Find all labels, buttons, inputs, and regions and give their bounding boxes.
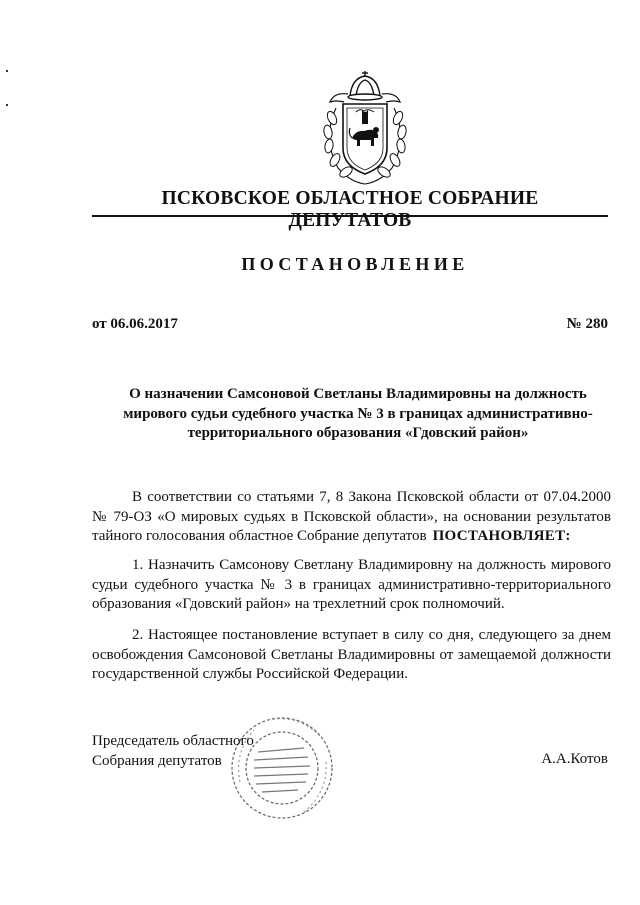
preamble-paragraph	[92, 488, 611, 547]
subject-line: О назначении Самсоновой Светланы Владимировны на должность	[129, 386, 587, 402]
pskov-coat-of-arms-icon	[316, 68, 414, 188]
document-number: № 280	[566, 316, 608, 332]
signer-name: А.А.Котов	[541, 751, 608, 767]
document-date: от 06.06.2017	[92, 316, 178, 332]
signer-line: Собрания депутатов	[92, 752, 222, 769]
document-subject	[96, 385, 620, 444]
document-type-title: ПОСТАНОВЛЕНИЕ	[241, 254, 469, 274]
paragraph-line	[92, 527, 611, 547]
clause-1-paragraph	[92, 556, 611, 615]
paragraph-line-text: тайного голосования областное Собрание депутатов	[92, 528, 427, 544]
signer-line: Председатель областного	[92, 733, 254, 749]
subject-line: территориального образования «Гдовский район»	[187, 425, 529, 441]
paragraph-line: № 79-ОЗ «О мировых судьях в Псковской области», на основании результатов	[92, 508, 611, 525]
paragraph-line: образования «Гдовский район» на трехлетний срок полномочий.	[92, 596, 505, 612]
resolves-word: ПОСТАНОВЛЯЕТ:	[432, 528, 571, 544]
subject-line: мирового судьи судебного участка № 3 в границах административно-	[123, 405, 593, 422]
paragraph-line: 2. Настоящее постановление вступает в силу со дня, следующего за днем	[132, 627, 611, 643]
scan-mark-icon	[4, 70, 12, 110]
clause-2-paragraph	[92, 626, 611, 685]
paragraph-line: судьи судебного участка № 3 в границах административно-территориального	[92, 576, 611, 593]
paragraph-line: освобождения Самсоновой Светланы Владимировны от замещаемой должности	[92, 646, 611, 663]
paragraph-line: 1. Назначить Самсонову Светлану Владимировну на должность мирового	[132, 557, 611, 573]
organization-name: ПСКОВСКОЕ ОБЛАСТНОЕ СОБРАНИЕ ДЕПУТАТОВ	[161, 188, 539, 231]
paragraph-line: В соответствии со статьями 7, 8 Закона Псковской области от 07.04.2000	[132, 489, 611, 505]
paragraph-line: государственной службы Российской Федерации.	[92, 666, 408, 682]
header-rule	[92, 215, 608, 217]
signer-position	[92, 732, 254, 771]
